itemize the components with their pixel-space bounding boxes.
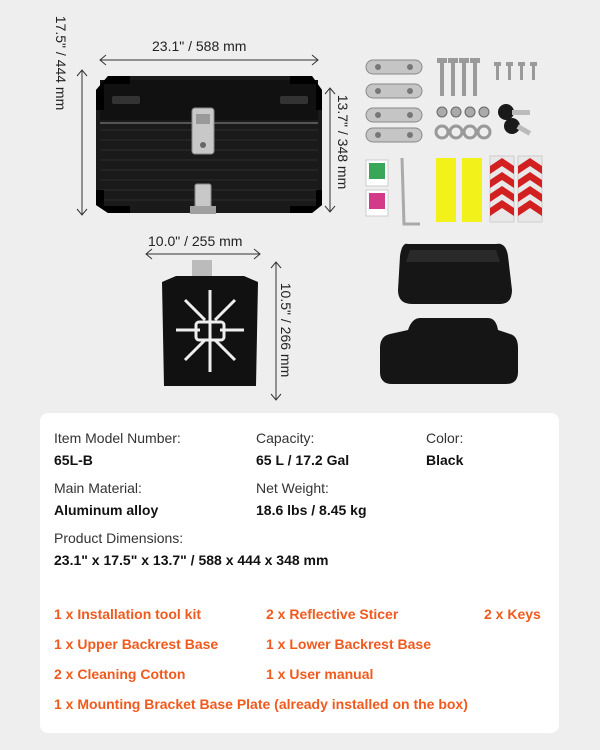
- capacity-value: 65 L / 17.2 Gal: [256, 452, 350, 468]
- top-case-box-icon: [96, 76, 322, 214]
- capacity-label: Capacity:: [256, 430, 315, 446]
- dimensions-value: 23.1" x 17.5" x 13.7" / 588 x 444 x 348 mm: [54, 552, 329, 568]
- model-value: 65L-B: [54, 452, 93, 468]
- upper-backrest-icon: [398, 244, 512, 304]
- accessory-mounting-plate: 1 x Mounting Bracket Base Plate (already installed on the box): [54, 696, 468, 712]
- lower-backrest-icon: [380, 318, 518, 384]
- mounting-plate-icon: [162, 260, 258, 386]
- weight-label: Net Weight:: [256, 480, 329, 496]
- box-depth-dimension: [325, 88, 335, 212]
- weight-value: 18.6 lbs / 8.45 kg: [256, 502, 367, 518]
- box-height-label: 17.5" / 444 mm: [53, 15, 69, 111]
- color-value: Black: [426, 452, 464, 468]
- plate-width-dimension: [146, 249, 260, 259]
- model-label: Item Model Number:: [54, 430, 181, 446]
- yellow-reflective-sticker-icon: [436, 158, 482, 222]
- accessory-tool-kit: 1 x Installation tool kit: [54, 606, 202, 622]
- nuts-washers-icon: [436, 107, 490, 138]
- box-depth-label: 13.7" / 348 mm: [335, 94, 351, 190]
- accessory-keys: 2 x Keys: [484, 606, 541, 622]
- color-label: Color:: [426, 430, 464, 446]
- material-value: Aluminum alloy: [54, 502, 159, 518]
- box-width-dimension: [100, 55, 318, 65]
- plate-height-label: 10.5" / 266 mm: [278, 282, 294, 378]
- accessory-lower-backrest: 1 x Lower Backrest Base: [266, 636, 431, 652]
- accessory-user-manual: 1 x User manual: [266, 666, 374, 682]
- cleaning-cotton-icon: [366, 160, 388, 216]
- metal-brackets-icon: [366, 60, 422, 142]
- accessory-upper-backrest: 1 x Upper Backrest Base: [54, 636, 219, 652]
- dimensions-label: Product Dimensions:: [54, 530, 184, 546]
- accessory-reflective-sticker: 2 x Reflective Sticer: [266, 606, 399, 622]
- keys-icon: [498, 104, 531, 136]
- screws-icon: [437, 58, 537, 96]
- spec-card: [40, 413, 559, 733]
- material-label: Main Material:: [54, 480, 142, 496]
- red-reflective-sticker-icon: [490, 156, 542, 222]
- box-height-dimension: [77, 70, 87, 215]
- box-width-label: 23.1" / 588 mm: [152, 38, 247, 54]
- allen-wrench-icon: [402, 158, 420, 224]
- accessory-cleaning-cotton: 2 x Cleaning Cotton: [54, 666, 186, 682]
- plate-width-label: 10.0" / 255 mm: [148, 233, 243, 249]
